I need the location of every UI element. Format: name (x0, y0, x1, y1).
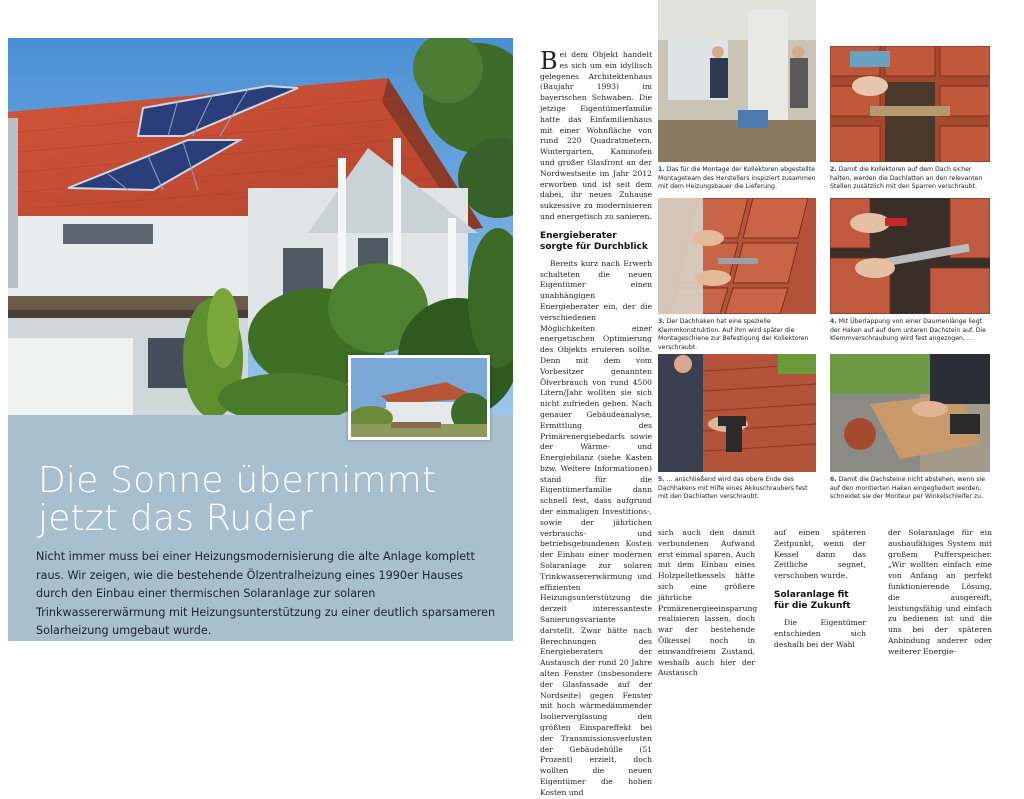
caption-text: Der Dachhaken hat eine spezielle Klemmkonstruktion. Auf ihm wird später die Montageschiene zur Befestigung der Kollektoren verschraubt. (658, 318, 809, 351)
drop-cap: B (540, 47, 558, 75)
paragraph: ei dem Objekt handelt es sich um ein idyllisch gelegenes Architektenhaus (Baujahr 1993) im bayerischen Schwaben. Die jetzige Eigentümerfamilie hatte das Einfamilienhaus mit einer Wohnfläche von rund 220 Quadratmetern, Wintergarten, Kaminofen und großer Glasfront an der Nordwestseite im Jahr 2012 erworben und ist seit dem dabei, ihr neues Zuhause sukzessive zu modernisieren und energetisch zu sanieren. (540, 50, 652, 221)
photo-1-delivery (658, 0, 816, 162)
paragraph: Die Eigentümer entschieden sich deshalb bei der Wahl (774, 617, 866, 649)
page-margin (994, 38, 1024, 641)
left-page (8, 38, 513, 641)
caption-6 (830, 476, 990, 502)
paragraph: Bereits kurz nach Erwerb schalteten die neuen Eigentümer einen unabhängigen Energieberater ein, der die verschiedenen Möglichkeiten einer energetischen Optimierung des Objekts eruieren sollte. Denn mit dem vom Vorbesitzer genannten Ölverbrauch von rund 4500 Litern/Jahr wollten sie sich nicht zufrieden geben. Nach genauer Gebäudeanalyse, Ermittlung des Primärenergiebedarfs sowie der Wärme- und Energiebilanz (siehe Kasten bzw. Weitere Informationen) stand für die Eigentümerfamilie dann schnell fest, dass aufgrund der einmaligen Investitions-, sowie der jährlichen verbrauchs- und betriebsgebundenen Kosten der Einbau einer modernen Solaranlage zur solaren Trinkwassererwärmung und effizienten Heizungsunterstützung die derzeit interessanteste Sanierungsvariante darstellt. Zwar hätte nach Berechnungen des Energieberaters der Austausch der rund 20 Jahre alten Fenster (insbesondere der Glasfassade auf der Nordseite) gegen Fenster mit hoch wärmedämmender Isolierverglasung den größten Einspareffekt bei der Transmissionsverlusten der Gebäudehülle (51 Prozent) erzielt, doch wollten die neuen Eigentümer die hohen Kosten und (540, 258, 652, 797)
caption-4 (830, 318, 990, 344)
title-line-1: Die Sonne übernimmt (38, 460, 437, 501)
subheading: Energieberater sorgte für Durchblick (540, 230, 648, 252)
paragraph: sich auch den damit verbundenen Aufwand erst einmal sparen. Auch mit dem Einbau eines Holzpelletkessels hätte sich eine größere jährliche Primärenergieeinsparung realisieren lassen, doch war der bestehende Ölkessel noch in einwandfreiem Zustand, weshalb auch hier der Austausch (658, 528, 758, 678)
title-line-2: jetzt das Ruder (38, 498, 313, 539)
caption-number: 2. (830, 166, 837, 173)
caption-1 (658, 166, 816, 192)
photo-3-roof-hook (658, 198, 816, 314)
caption-text: … anschließend wird das obere Ende des Dachhakens mit Hilfe eines Akkuschraubers fest mit den Dachlatten verschraubt. (658, 476, 808, 501)
paragraph: auf einen späteren Zeitpunkt, wenn der Kessel dann das Zeitliche segnet, verschoben wurde. (774, 528, 866, 581)
caption-text: Damit die Kollektoren auf dem Dach sicher halten, werden die Dachlatten an den relevanten Stellen zusätzlich mit den Sparren verschraubt. (830, 166, 983, 191)
right-page (516, 38, 1024, 797)
caption-number: 4. (830, 318, 837, 325)
inset-photo (348, 355, 490, 440)
photo-6-grinder (830, 354, 990, 472)
paragraph: der Solaranlage für ein ausbaufähiges System mit großem Pufferspeicher. „Wir wollten einfach eine von Anfang an perfekt funktionierende Lösung, die ausgereift, leistungsfähig und einfach zu bedienen ist und die uns bei der späteren Anbindung anderer oder weiterer Energie- (888, 528, 992, 656)
text-column-3 (774, 528, 866, 650)
subheading: Solaranlage fit für die Zukunft (774, 589, 851, 611)
caption-5 (658, 476, 816, 502)
caption-number: 5. (658, 476, 665, 483)
photo-2-battens (830, 46, 990, 162)
article-title (38, 462, 436, 538)
caption-text: Das für die Montage der Kollektoren abgestellte Montageteam des Herstellers inspiziert zusammen mit dem Heizungsbauer die Lieferung. (658, 166, 816, 191)
text-column-1 (540, 47, 652, 799)
photo-4-clamp (830, 198, 990, 314)
caption-number: 6. (830, 476, 837, 483)
photo-5-drill (658, 354, 816, 472)
article-intro: Nicht immer muss bei einer Heizungsmodernisierung die alte Anlage komplett raus. Wir zeigen, wie die bestehende Ölzentralheizung eines 1990er Hauses durch den Einbau einer thermischen Solaranlage zur solaren Trinkwassererwärmung mit Heizungsunterstützung zu einer deutlich sparsameren Solarheizung umgebaut wurde. (36, 550, 496, 638)
caption-text: Damit die Dachsteine nicht abstehen, wenn sie auf den montierten Haken eingegliedert werden, schneidet sie der Monteur per Winkelschleifer zu. (830, 476, 986, 501)
caption-number: 1. (658, 166, 665, 173)
caption-number: 3. (658, 318, 665, 325)
caption-3 (658, 318, 816, 352)
text-column-2 (658, 528, 758, 679)
caption-2 (830, 166, 990, 192)
caption-text: Mit Überlappung von einer Daumenlänge liegt der Haken auf auf dem unteren Dachstein auf. Die Klemmverschraubung wird fest angezogen, … (830, 318, 986, 343)
text-column-4 (888, 528, 992, 658)
